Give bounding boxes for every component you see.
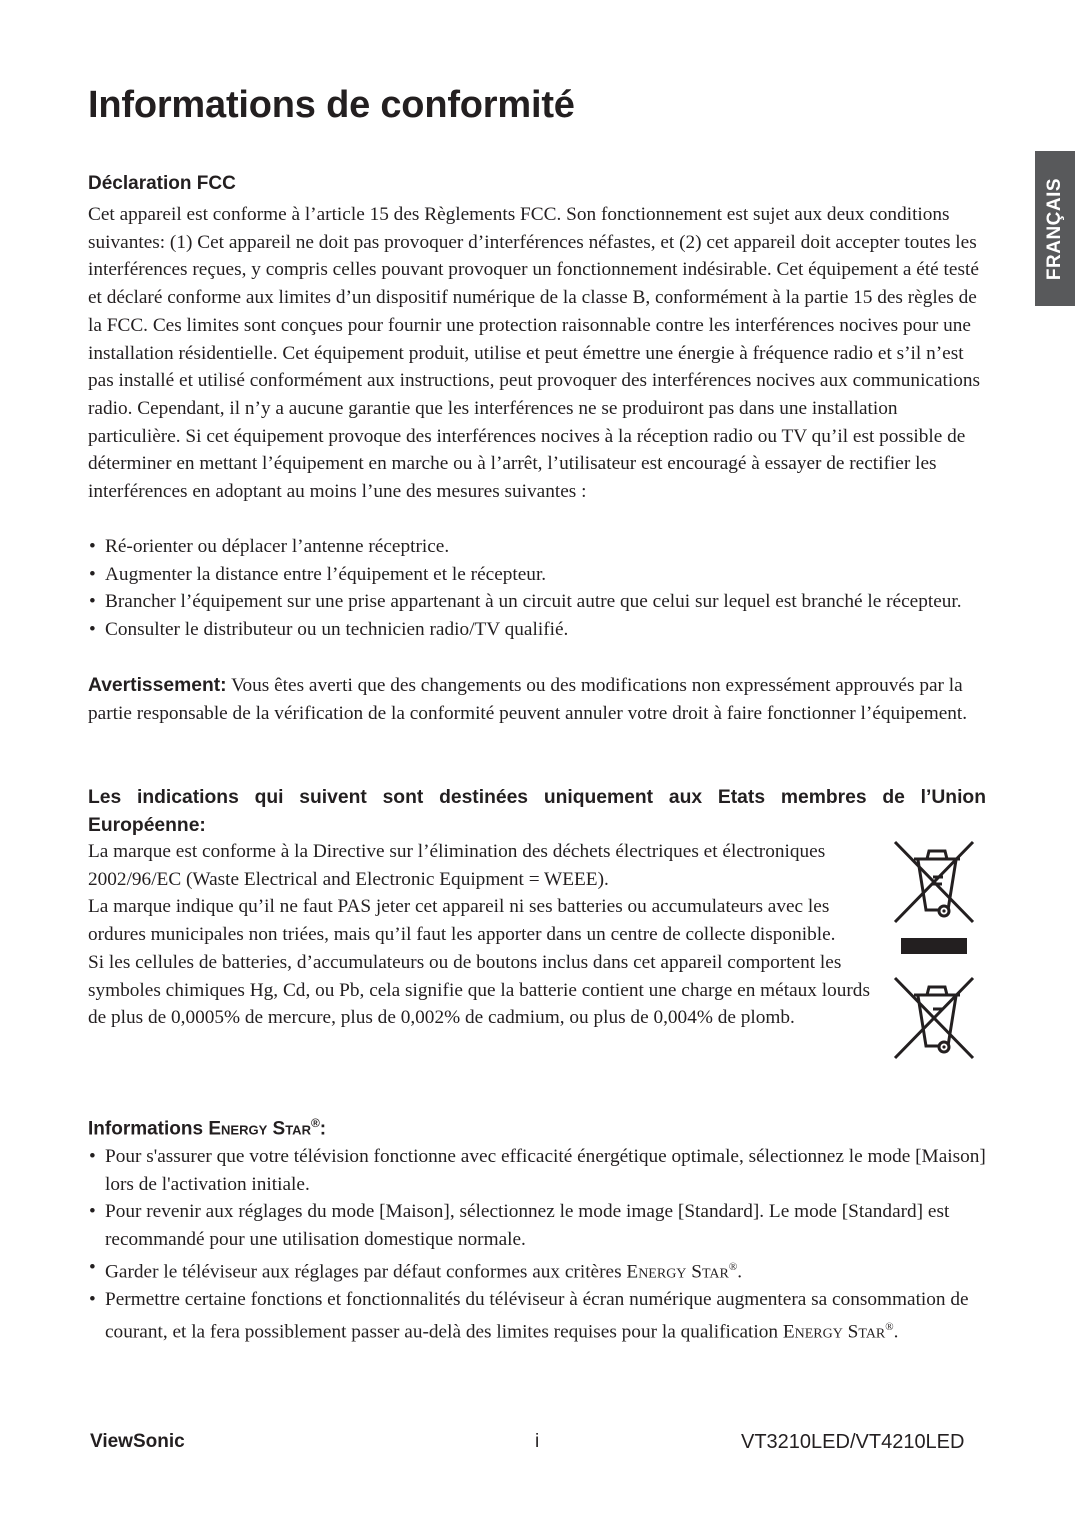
energy-star-brand: Energy Star (782, 1321, 886, 1343)
energy-star-heading-prefix: Informations (88, 1118, 204, 1140)
registered-mark: ® (310, 1116, 320, 1130)
language-tab (1035, 151, 1075, 306)
fcc-warning (88, 672, 988, 727)
energy-star-heading-suffix: : (319, 1118, 327, 1140)
list-item: • Pour revenir aux réglages du mode [Maison], sélectionnez le mode image [Standard]. Le mode [Standard] est recommandé pour une utilisation domestique normale. (88, 1198, 988, 1253)
list-item: • Consulter le distributeur ou un technicien radio/TV qualifié. (88, 616, 988, 644)
list-item: • Pour s'assurer que votre télévision fonctionne avec efficacité énergétique optimale, sélectionnez le mode [Maison] lors de l'activation initiale. (88, 1143, 988, 1198)
footer-brand: ViewSonic (90, 1431, 185, 1452)
energy-star-item-text: Garder le téléviseur aux réglages par défaut conformes aux critères (105, 1261, 622, 1283)
energy-star-item-text: Permettre certaine fonctions et fonctionnalités du téléviseur à écran numérique augmentera sa consommation de courant, et la fera possiblement passer au-delà des limites requises pour la qualification (105, 1288, 969, 1343)
registered-mark: ® (728, 1260, 738, 1273)
eu-heading: Les indications qui suivent sont destinées uniquement aux Etats membres de l’Union Européenne: (88, 787, 986, 836)
crossed-out-wheelie-bin-icon (893, 840, 975, 924)
energy-star-heading (88, 1116, 326, 1140)
language-tab-label: FRANÇAIS (1044, 177, 1065, 280)
list-item: • Brancher l’équipement sur une prise appartenant à un circuit autre que celui sur lequel est branché le récepteur. (88, 588, 988, 616)
list-item (88, 1254, 988, 1286)
weee-bar (901, 938, 967, 954)
list-item (88, 1286, 988, 1346)
eu-paragraph-1: La marque est conforme à la Directive sur l’élimination des déchets électriques et électroniques 2002/96/EC (Waste Electrical and Electronic Equipment = WEEE). (88, 841, 826, 890)
fcc-measures-list (88, 533, 988, 644)
energy-star-item-end: . (737, 1261, 743, 1283)
list-item: • Augmenter la distance entre l’équipement et le récepteur. (88, 561, 988, 589)
energy-star-brand: Energy Star (626, 1261, 729, 1283)
warning-text: Vous êtes averti que des changements ou des modifications non expressément approuvés par la partie responsable de la vérification de la conformité peuvent annuler votre droit à faire fonctionner l’équipement. (88, 675, 968, 724)
registered-mark: ® (885, 1320, 894, 1333)
fcc-body: Cet appareil est conforme à l’article 15 des Règlements FCC. Son fonctionnement est sujet aux deux conditions suivantes: (1) Cet appareil ne doit pas provoquer d’interférences néfastes, et (2) cet appareil doit accepter toutes les interférences reçues, y compris celles pouvant provoquer un fonctionnement indésirable. Cet équipement a été testé et déclaré conforme aux limites d’un dispositif numérique de la classe B, conformément à la partie 15 des règles de la FCC. Ces limites sont conçues pour fournir une protection raisonnable contre les interférences nocives pour une installation résidentielle. Cet équipement produit, utilise et peut émettre une énergie à fréquence radio et s’il n’est pas installé et utilisé conformément aux instructions, peut provoquer des interférences nocives aux communications radio. Cependant, il n’y a aucune garantie que les interférences ne se produiront pas dans une installation particulière. Si cet équipement provoque des interférences nocives à la réception radio ou TV qu’il est possible de déterminer en mettant l’équipement en marche ou à l’arrêt, l’utilisateur est encouragé à essayer de rectifier les interférences en adoptant au moins l’une des mesures suivantes : (88, 204, 981, 503)
energy-star-item-end: . (893, 1321, 899, 1343)
footer-page-number: i (535, 1431, 540, 1452)
eu-paragraph-3: Si les cellules de batteries, d’accumulateurs ou de boutons inclus dans cet appareil comportent les symboles chimiques Hg, Cd, ou Pb, cela signifie que la batterie contient une charge en métaux lourds de plus de 0,0005% de mercure, plus de 0,002% de cadmium, ou plus de 0,004% de plomb. (88, 951, 870, 1029)
eu-paragraph-2: La marque indique qu’il ne faut PAS jeter cet appareil ni ses batteries ou accumulateurs avec les ordures municipales non triées, mais qu’il faut les apporter dans un centre de collecte disponible. (88, 896, 836, 946)
eu-body (88, 838, 878, 1032)
list-item: • Ré-orienter ou déplacer l’antenne réceptrice. (88, 533, 988, 561)
fcc-heading: Déclaration FCC (88, 173, 236, 194)
page-title: Informations de conformité (88, 84, 575, 126)
energy-star-brand: Energy Star (208, 1118, 311, 1140)
footer-model: VT3210LED/VT4210LED (741, 1431, 965, 1453)
energy-star-list (88, 1143, 988, 1346)
crossed-out-wheelie-bin-icon (893, 976, 975, 1060)
warning-label: Avertissement: (88, 675, 227, 696)
